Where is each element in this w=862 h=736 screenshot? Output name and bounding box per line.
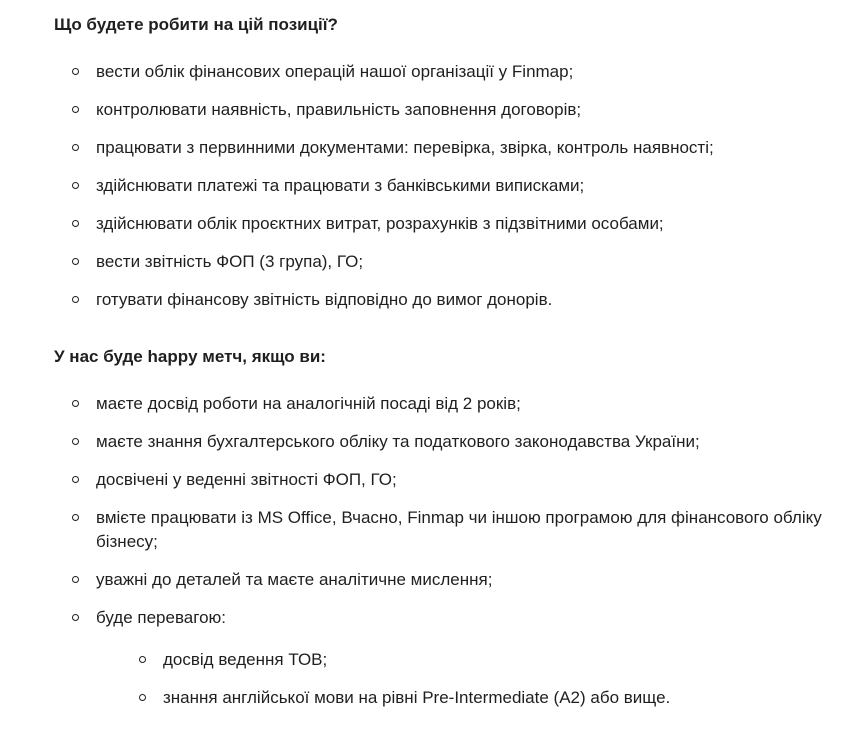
list-item (72, 98, 852, 122)
bullet-icon (72, 182, 79, 189)
bullet-icon (72, 476, 79, 483)
bullet-icon (139, 694, 146, 701)
advantages-sublist (139, 648, 852, 710)
list-item-text: маєте досвід роботи на аналогічній посаді від 2 років; (96, 394, 521, 413)
list-item-text: здійснювати облік проєктних витрат, розрахунків з підзвітними особами; (96, 214, 664, 233)
bullet-icon (72, 68, 79, 75)
bullet-icon (72, 220, 79, 227)
sublist-item-text: досвід ведення ТОВ; (163, 650, 328, 669)
list-item-text: контролювати наявність, правильність заповнення договорів; (96, 100, 582, 119)
list-item (72, 568, 852, 592)
list-item-text: маєте знання бухгалтерського обліку та податкового законодавства України; (96, 432, 700, 451)
list-item-text: здійснювати платежі та працювати з банківськими виписками; (96, 176, 585, 195)
sublist-item (139, 686, 852, 710)
list-item (72, 174, 852, 198)
list-item-text: уважні до деталей та маєте аналітичне мислення; (96, 570, 493, 589)
bullet-icon (72, 258, 79, 265)
list-item (72, 250, 852, 274)
bullet-icon (72, 576, 79, 583)
bullet-icon (72, 400, 79, 407)
list-item-text: буде перевагою: (96, 608, 227, 627)
list-item-text: вести звітність ФОП (3 група), ГО; (96, 252, 364, 271)
bullet-icon (72, 296, 79, 303)
list-item (72, 392, 852, 416)
bullet-icon (72, 614, 79, 621)
list-item (72, 468, 852, 492)
bullet-icon (72, 106, 79, 113)
list-item (72, 606, 852, 710)
list-item-text: вмієте працювати із MS Office, Вчасно, Finmap чи іншою програмою для фінансового обліку бізнесу; (96, 508, 822, 551)
responsibilities-heading: Що будете робити на цій позиції? (54, 15, 338, 34)
sublist-item (139, 648, 852, 672)
requirements-heading: У нас буде happy метч, якщо ви: (54, 347, 326, 366)
bullet-icon (72, 514, 79, 521)
list-item (72, 136, 852, 160)
responsibilities-list (72, 60, 852, 326)
bullet-icon (72, 144, 79, 151)
list-item (72, 506, 852, 554)
requirements-list (72, 392, 852, 724)
list-item-text: досвічені у веденні звітності ФОП, ГО; (96, 470, 397, 489)
bullet-icon (139, 656, 146, 663)
list-item-text: працювати з первинними документами: перевірка, звірка, контроль наявності; (96, 138, 714, 157)
list-item (72, 430, 852, 454)
bullet-icon (72, 438, 79, 445)
list-item (72, 212, 852, 236)
list-item (72, 60, 852, 84)
list-item (72, 288, 852, 312)
list-item-text: вести облік фінансових операцій нашої організації у Finmap; (96, 62, 574, 81)
list-item-text: готувати фінансову звітність відповідно до вимог донорів. (96, 290, 553, 309)
sublist-item-text: знання англійської мови на рівні Pre-Intermediate (A2) або вище. (163, 688, 671, 707)
